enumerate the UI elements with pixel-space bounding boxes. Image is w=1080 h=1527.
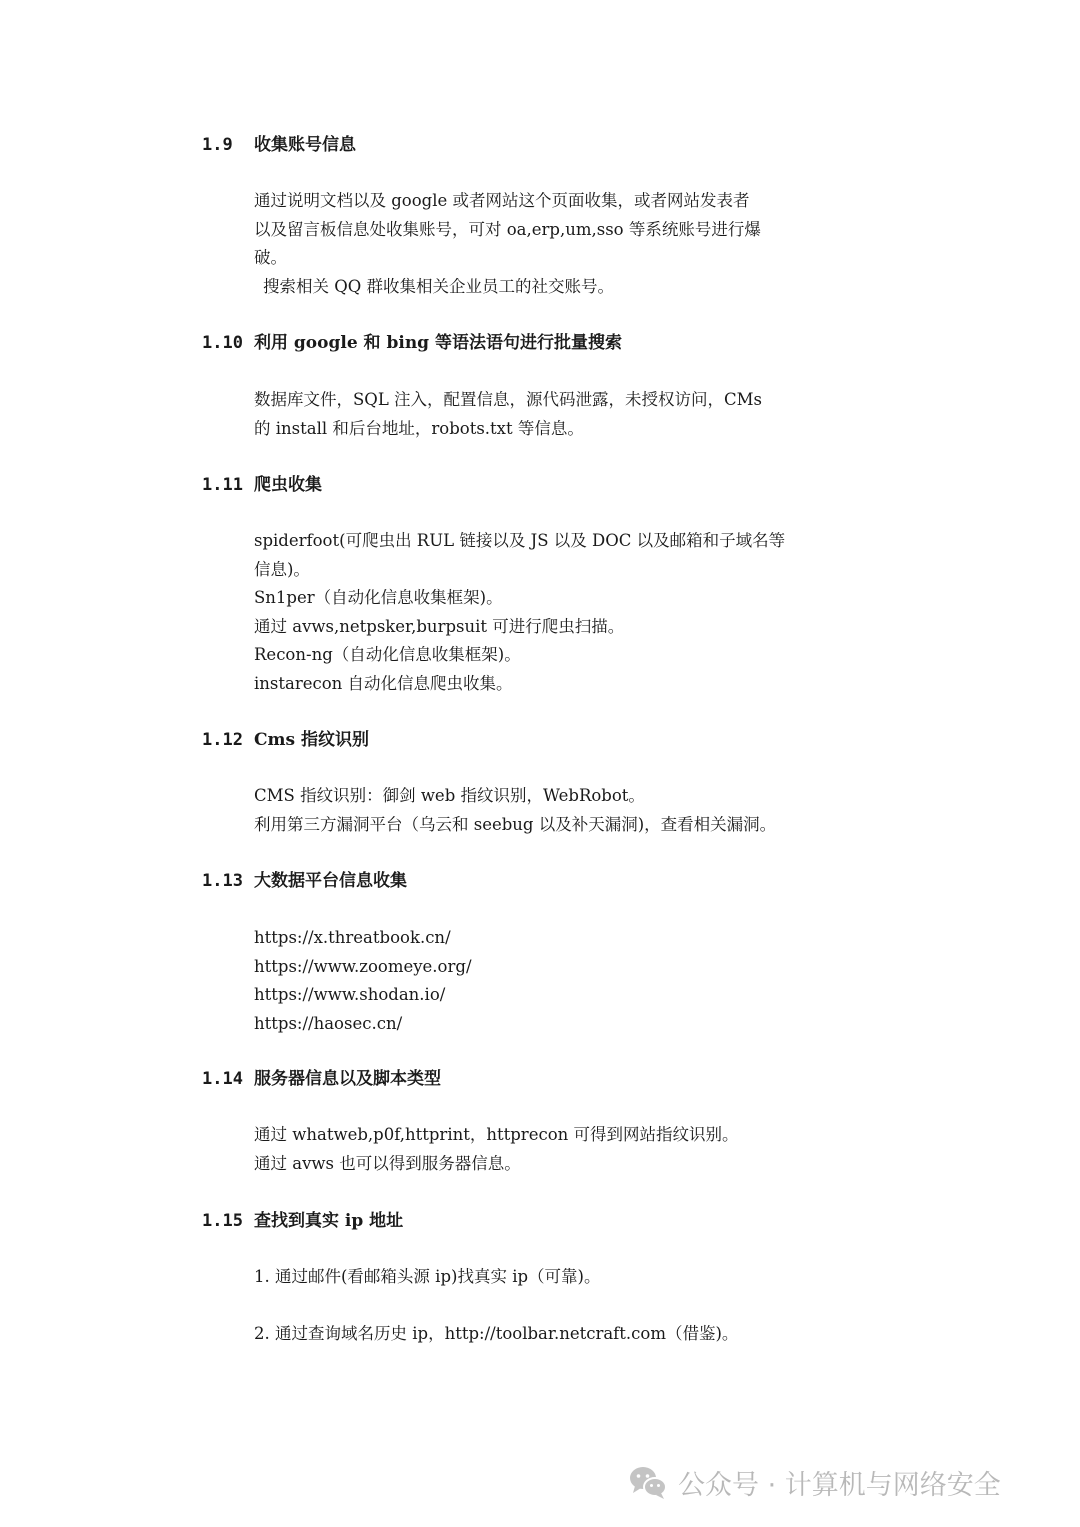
body-line: Recon-ng（自动化信息收集框架)。 bbox=[254, 645, 521, 664]
body-line: 搜索相关 QQ 群收集相关企业员工的社交账号。 bbox=[263, 276, 615, 296]
section-title: 查找到真实 ip 地址 bbox=[254, 1211, 404, 1231]
section-body bbox=[254, 1121, 739, 1178]
section-title: 收集账号信息 bbox=[254, 135, 356, 155]
section-heading bbox=[202, 332, 622, 354]
body-line: 通过说明文档以及 google 或者网站这个页面收集，或者网站发表者 bbox=[254, 191, 750, 210]
section-number: 1.12 bbox=[202, 730, 243, 750]
section-body bbox=[254, 782, 776, 839]
section-number: 1.15 bbox=[202, 1211, 243, 1231]
section-heading bbox=[202, 1210, 403, 1232]
body-line: 以及留言板信息处收集账号，可对 oa,erp,um,sso 等系统账号进行爆 bbox=[254, 219, 761, 239]
section-number: 1.9 bbox=[202, 135, 233, 155]
section-title: 服务器信息以及脚本类型 bbox=[254, 1069, 441, 1089]
section-heading bbox=[202, 474, 322, 496]
body-line: 通过 whatweb,p0f,httprint，httprecon 可得到网站指纹识别。 bbox=[254, 1125, 739, 1144]
body-line: 破。 bbox=[254, 248, 287, 267]
body-line: 利用第三方漏洞平台（乌云和 seebug 以及补天漏洞)，查看相关漏洞。 bbox=[254, 814, 777, 834]
section-heading bbox=[202, 1068, 441, 1090]
url-line: https://haosec.cn/ bbox=[254, 1013, 403, 1033]
section-body bbox=[254, 386, 762, 443]
list-item: 1. 通过邮件(看邮箱头源 ip)找真实 ip（可靠)。 bbox=[254, 1267, 601, 1286]
body-line: 信息)。 bbox=[254, 559, 310, 579]
section-title: 利用 google 和 bing 等语法语句进行批量搜索 bbox=[254, 333, 622, 353]
body-line: 通过 avws 也可以得到服务器信息。 bbox=[254, 1153, 521, 1173]
section-body bbox=[254, 924, 472, 1038]
watermark-text: 公众号 · 计算机与网络安全 bbox=[678, 1469, 1001, 1501]
section-heading bbox=[202, 729, 369, 751]
section-heading bbox=[202, 134, 356, 156]
url-line: https://www.shodan.io/ bbox=[254, 985, 446, 1004]
wechat-icon bbox=[628, 1464, 668, 1500]
section-title: Cms 指纹识别 bbox=[254, 730, 370, 750]
section-number: 1.14 bbox=[202, 1069, 243, 1089]
body-line: 数据库文件，SQL 注入，配置信息，源代码泄露，未授权访问，CMs bbox=[254, 390, 763, 409]
section-number: 1.13 bbox=[202, 871, 243, 891]
body-line: spiderfoot(可爬虫出 RUL 链接以及 JS 以及 DOC 以及邮箱和子域名等 bbox=[254, 531, 786, 550]
section-body bbox=[254, 1263, 600, 1292]
section-body bbox=[254, 1320, 738, 1349]
body-line: instarecon 自动化信息爬虫收集。 bbox=[254, 673, 513, 693]
section-body bbox=[254, 187, 761, 301]
section-title: 大数据平台信息收集 bbox=[254, 871, 407, 891]
section-body bbox=[254, 527, 785, 698]
list-item: 2. 通过查询域名历史 ip，http://toolbar.netcraft.com（借鉴)。 bbox=[254, 1324, 739, 1343]
section-number: 1.11 bbox=[202, 475, 243, 495]
body-line: Sn1per（自动化信息收集框架)。 bbox=[254, 588, 503, 607]
url-line: https://x.threatbook.cn/ bbox=[254, 928, 451, 947]
body-line: 的 install 和后台地址，robots.txt 等信息。 bbox=[254, 418, 584, 438]
section-number: 1.10 bbox=[202, 333, 243, 353]
section-heading bbox=[202, 870, 407, 892]
body-line: CMS 指纹识别：御剑 web 指纹识别，WebRobot。 bbox=[254, 786, 645, 805]
section-title: 爬虫收集 bbox=[254, 475, 322, 495]
url-line: https://www.zoomeye.org/ bbox=[254, 956, 472, 976]
body-line: 通过 avws,netpsker,burpsuit 可进行爬虫扫描。 bbox=[254, 616, 625, 636]
watermark bbox=[628, 1462, 1001, 1502]
